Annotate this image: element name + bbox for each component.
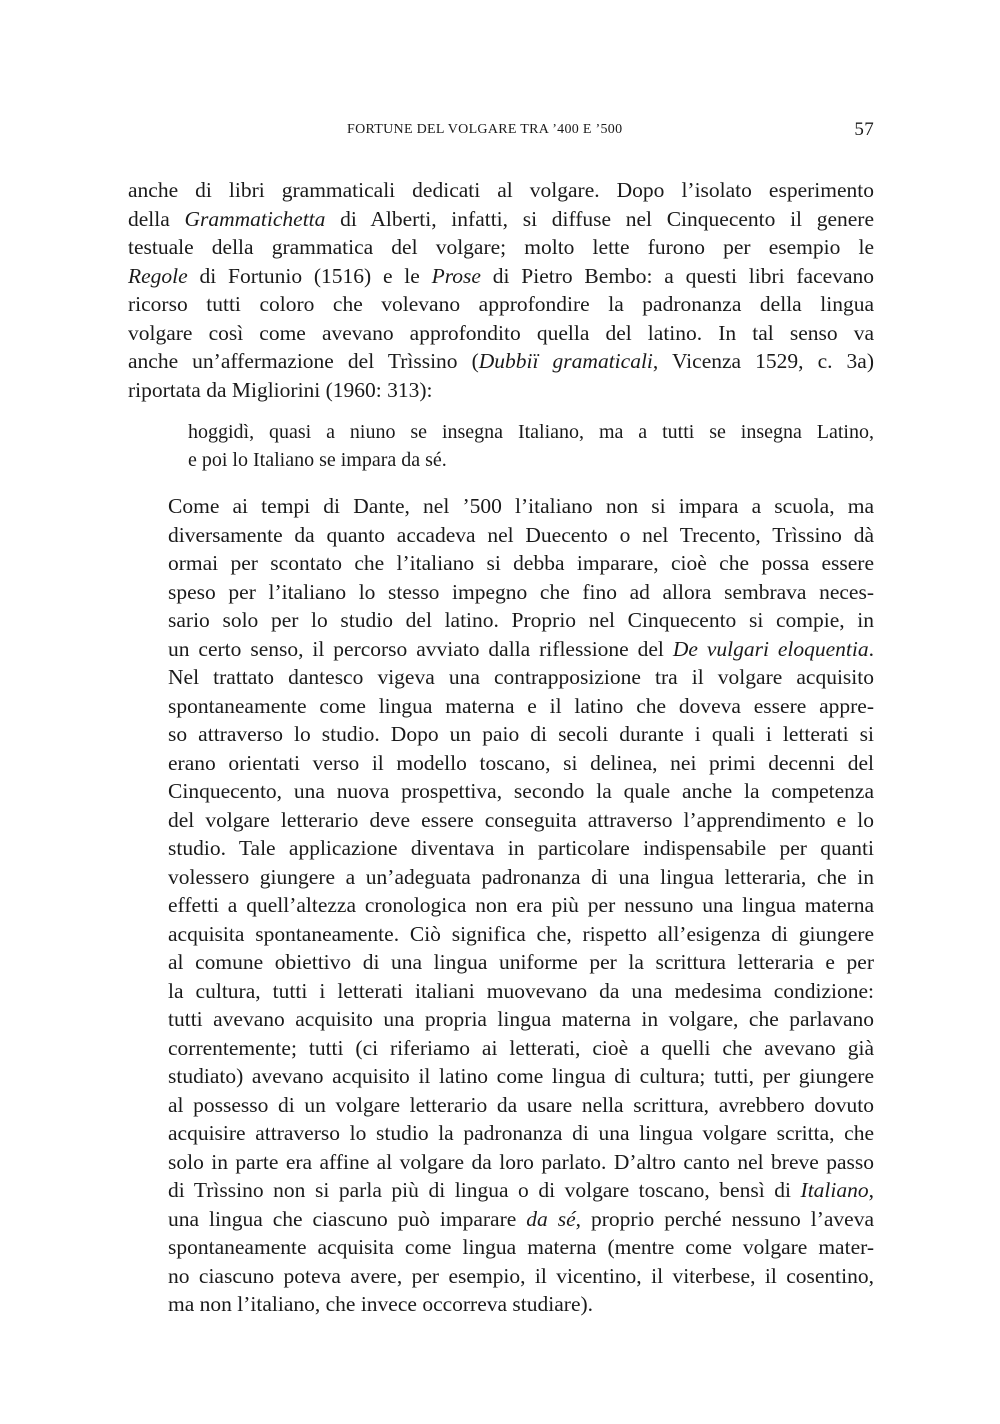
page-number: 57 [854,119,874,140]
text-line: Nel trattato dantesco vigeva una contrapposizione tra il volgare acquisito [168,665,874,689]
text-line: e poi lo Italiano se impara da sé. [188,449,447,471]
running-title: FORTUNE DEL VOLGARE TRA ’400 E ’500 [347,122,623,137]
text-line: volgare così come avevano approfondito quella del latino. In tal senso va [128,320,874,345]
body-text [128,176,874,1319]
italic-title: Prose [431,263,481,288]
text-line: solo in parte era affine al volgare da loro parlato. D’altro canto nel breve passo [168,1149,874,1174]
text-line: una lingua che ciascuno può imparare da sé, proprio perché nessuno l’aveva [168,1206,874,1231]
text-line: spontaneamente acquisita come lingua materna (mentre come volgare mater- [168,1235,874,1259]
italic-title: Grammatichetta [184,206,326,231]
text-line: diversamente da quanto accadeva nel Duecento o nel Trecento, Trìssino dà [168,522,874,547]
italic-title: Italiano [800,1178,869,1202]
text-line: anche di libri grammaticali dedicati al volgare. Dopo l’isolato esperimento [128,178,874,202]
text-line: della Grammatichetta di Alberti, infatti, si diffuse nel Cinquecento il genere [128,206,874,231]
text-line: volessero giungere a un’adeguata padronanza di una lingua letteraria, che in [168,864,874,889]
text-line: Cinquecento, una nuova prospettiva, secondo la quale anche la competenza [168,779,874,803]
text-line: ricorso tutti coloro che volevano approfondire la padronanza della lingua [128,292,874,316]
text-line: ormai per scontato che l’italiano si debba imparare, cioè che possa essere [168,551,874,575]
text-line: spontaneamente come lingua materna e il latino che doveva essere appre- [168,693,874,718]
block-quote [188,418,874,474]
italic-title: Regole [128,263,188,288]
text-line: no ciascuno poteva avere, per esempio, il vicentino, il viterbese, il cosentino, [168,1263,874,1288]
italic-title: De vulgari eloquentia [672,636,869,661]
text-line: studiato) avevano acquisito il latino come lingua di cultura; tutti, per giungere [168,1064,874,1088]
text-line: al possesso di un volgare letterario da usare nella scrittura, avrebbero dovuto [168,1092,874,1117]
text-line: anche un’affermazione del Trìssino (Dubbiï gramaticali, Vicenza 1529, c. 3a) [128,349,874,373]
text-line: Regole di Fortunio (1516) e le Prose di Pietro Bembo: a questi libri facevano [128,263,874,288]
text-line: del volgare letterario deve essere conseguita attraverso l’apprendimento e lo [168,807,874,832]
text-line: ma non l’italiano, che invece occorreva studiare). [168,1292,594,1316]
text-line: Come ai tempi di Dante, nel ’500 l’italiano non si impara a scuola, ma [168,494,874,518]
text-line: hoggidì, quasi a niuno se insegna Italiano, ma a tutti se insegna Latino, [188,421,874,443]
italic-title: da sé [526,1206,576,1231]
text-line: riportata da Migliorini (1960: 313): [128,377,433,402]
italic-title: Dubbiï gramaticali [478,349,653,373]
text-line: so attraverso lo studio. Dopo un paio di secoli durante i quali i letterati si [168,722,874,746]
text-line: erano orientati verso il modello toscano, si delinea, nei primi decenni del [168,750,874,775]
text-line: sario solo per lo studio del latino. Proprio nel Cinquecento si compie, in [168,608,874,632]
text-line: speso per l’italiano lo stesso impegno che fino ad allora sembrava neces- [168,579,874,604]
text-line: acquisire attraverso lo studio la padronanza di una lingua volgare scritta, che [168,1121,874,1145]
text-line: tutti avevano acquisito una propria lingua materna in volgare, che parlavano [168,1007,874,1031]
text-line: un certo senso, il percorso avviato dalla riflessione del De vulgari eloquentia. [168,636,874,661]
text-line: testuale della grammatica del volgare; molto lette furono per esempio le [128,235,874,259]
text-line: acquisita spontaneamente. Ciò significa che, rispetto all’esigenza di giungere [168,921,874,946]
text-line: di Trìssino non si parla più di lingua o di volgare toscano, bensì di Italiano, [168,1178,874,1202]
text-line: effetti a quell’altezza cronologica non era più per nessuno una lingua materna [168,893,874,917]
text-line: la cultura, tutti i letterati italiani muovevano da una medesima condizione: [168,978,874,1003]
text-line: correntemente; tutti (ci riferiamo ai letterati, cioè a quelli che avevano già [168,1035,874,1060]
text-line: studio. Tale applicazione diventava in particolare indispensabile per quanti [168,836,874,860]
paragraph [128,492,874,1319]
paragraph [128,176,874,404]
text-line: al comune obiettivo di una lingua uniforme per la scrittura letteraria e per [168,950,874,974]
